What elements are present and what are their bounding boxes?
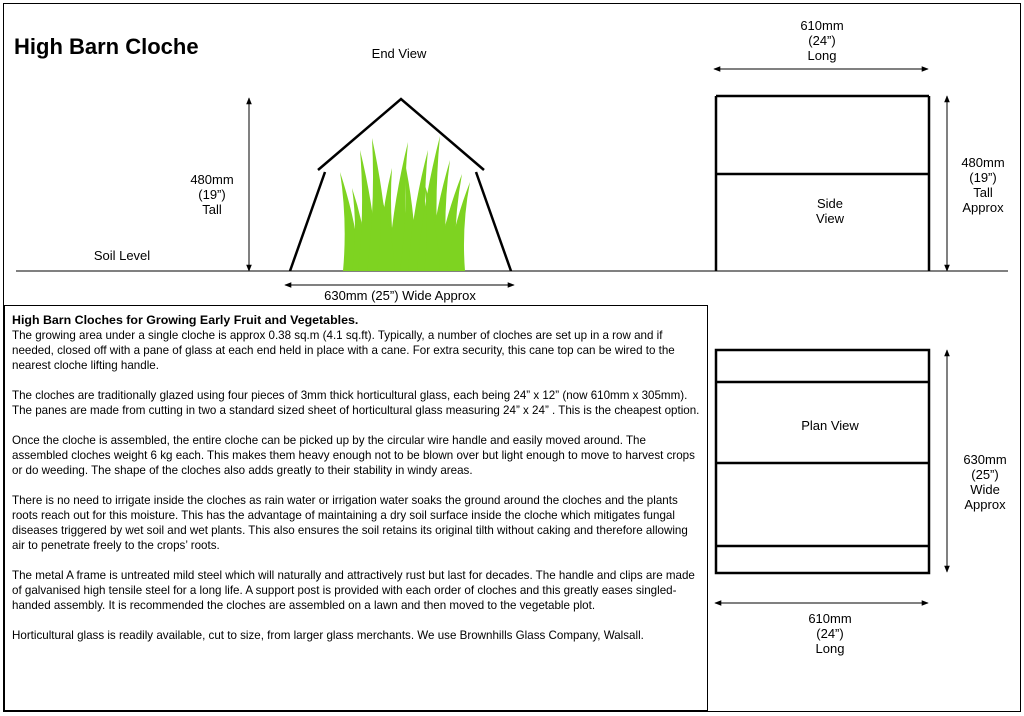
grass-illustration <box>340 136 470 271</box>
cloche-right-side <box>476 172 511 271</box>
cloche-left-side <box>290 172 325 271</box>
description-paragraph: The cloches are traditionally glazed using four pieces of 3mm thick horticultural glass, each being 24” x 12” (now 610mm x 305mm). The panes are made from cutting in two a standard sized sheet of horticultural glass measuring 24” x 24” . This is the cheapest option. <box>12 389 700 417</box>
end-view-label: End View <box>371 46 427 61</box>
description-paragraph: There is no need to irrigate inside the cloches as rain water or irrigation water soaks the ground around the cloches and the plants roots reach out for this moisture. This has the advantage of maintaining a dry soil surface inside the cloche which mitigates fungal diseases triggered by wet soil and wet plants. This also ensures the soil retains its original tilth without caking and therefore allowing air to penetrate freely to the crops’ roots. <box>12 494 688 552</box>
side-view-height-label: 480mm (19”) Tall Approx <box>961 155 1005 215</box>
page-title: High Barn Cloche <box>14 34 199 59</box>
side-view-length-label: 610mm (24”) Long <box>800 18 844 63</box>
soil-level-label: Soil Level <box>93 248 151 263</box>
cloche-roof-frame <box>318 99 484 170</box>
plan-view-label: Plan View <box>801 418 859 433</box>
description-panel <box>4 305 708 711</box>
end-view-height-label: 480mm (19”) Tall <box>190 172 234 217</box>
description-heading: High Barn Cloches for Growing Early Fruit and Vegetables. <box>12 313 359 327</box>
description-paragraph: The metal A frame is untreated mild steel which will naturally and attractively rust but last for decades. The handle and clips are made of galvanised high tensile steel for a long life. A support post is provided with each order of cloches and this greatly eases singled-handed assembly. It is recommended the cloches are assembled on a lawn and then moved to the vegetable plot. <box>12 569 695 612</box>
side-view-label: Side View <box>816 196 844 226</box>
side-view-drawing <box>716 96 929 271</box>
plan-view-length-label: 610mm (24”) Long <box>808 611 852 656</box>
description-paragraph: The growing area under a single cloche is approx 0.38 sq.m (4.1 sq.ft). Typically, a number of cloches are set up in a row and if needed, closed off with a pane of glass at each end held in place with a cane. For extra security, this cane top can be wired to the nearest cloche lifting handle. <box>12 329 675 372</box>
plan-view-drawing <box>716 350 929 573</box>
description-paragraph: Once the cloche is assembled, the entire cloche can be picked up by the circular wire handle and easily moved around. The assembled cloches weight 6 kg each. This makes them heavy enough not to be blown over but light enough to move to harvest crops or do weeding. The shape of the cloches also adds greatly to their stability in windy areas. <box>12 434 695 477</box>
end-view-drawing <box>290 99 511 271</box>
plan-view-width-label: 630mm (25”) Wide Approx <box>963 452 1007 512</box>
end-view-width-label: 630mm (25”) Wide Approx <box>324 288 476 303</box>
description-paragraph: Horticultural glass is readily available, cut to size, from larger glass merchants. We use Brownhills Glass Company, Walsall. <box>12 629 644 642</box>
